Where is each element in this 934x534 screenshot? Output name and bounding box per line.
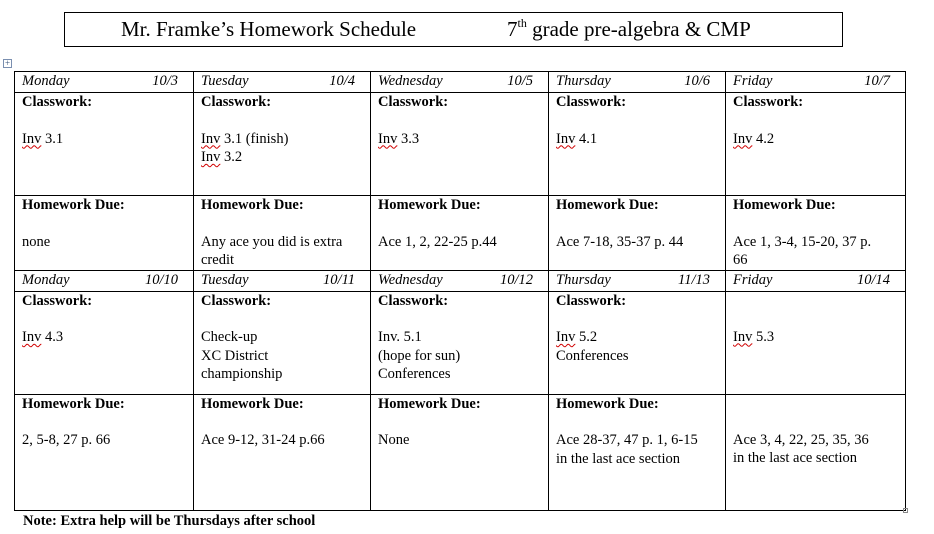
homework-label: Homework Due:	[201, 197, 304, 213]
week1-classwork-row	[15, 93, 906, 196]
classwork-cell	[371, 93, 549, 196]
homework-label: Homework Due:	[378, 395, 481, 412]
spellcheck-underline: Inv	[733, 328, 753, 345]
classwork-cell	[194, 291, 371, 394]
table-move-handle-icon[interactable]: +	[4, 58, 11, 68]
homework-cell	[15, 196, 194, 271]
day-name: Monday	[22, 271, 70, 288]
day-name: Thursday	[556, 73, 611, 89]
day-date: 10/4	[329, 73, 355, 89]
classwork-cell	[549, 291, 726, 394]
homework-label: Homework Due:	[22, 197, 125, 213]
classwork-cell	[15, 291, 194, 394]
classwork-cell	[15, 93, 194, 196]
homework-line: in the last ace section	[733, 450, 858, 466]
homework-label: Homework Due:	[22, 395, 125, 412]
extra-help-note: Note: Extra help will be Thursdays after school	[23, 513, 316, 529]
homework-schedule-table	[14, 71, 906, 511]
classwork-cell	[726, 291, 906, 394]
day-date: 10/6	[684, 73, 710, 89]
day-date: 10/7	[864, 73, 890, 89]
classwork-line: Inv 4.3	[22, 329, 64, 345]
spellcheck-underline: Inv	[201, 130, 221, 147]
homework-cell	[549, 196, 726, 271]
spellcheck-underline: Inv	[22, 329, 42, 345]
grade-course-title	[507, 13, 751, 46]
day-name: Wednesday	[378, 271, 443, 288]
grade-ordinal: th	[517, 16, 527, 30]
day-date: 10/5	[507, 73, 533, 89]
classwork-line: Inv 5.3	[733, 328, 775, 345]
day-header	[15, 72, 194, 93]
day-date: 11/13	[678, 271, 710, 288]
week2-classwork-row	[15, 291, 906, 394]
homework-line: Ace 28-37, 47 p. 1, 6-15	[556, 432, 698, 448]
classwork-cell	[371, 291, 549, 394]
classwork-line: championship	[201, 366, 283, 382]
day-date: 10/3	[152, 73, 178, 89]
classwork-line: Inv 3.3	[378, 130, 420, 147]
day-header	[194, 72, 371, 93]
homework-line: Ace 3, 4, 22, 25, 35, 36	[733, 431, 869, 448]
day-header	[371, 270, 549, 291]
spellcheck-underline: Inv	[733, 130, 753, 147]
classwork-label: Classwork:	[201, 292, 272, 309]
day-name: Wednesday	[378, 73, 443, 89]
homework-line: Ace 9-12, 31-24 p.66	[201, 432, 325, 448]
day-header	[549, 270, 726, 291]
classwork-line: (hope for sun)	[378, 347, 461, 364]
day-header	[15, 270, 194, 291]
homework-label: Homework Due:	[378, 197, 481, 213]
homework-cell	[194, 196, 371, 271]
homework-label: Homework Due:	[733, 197, 836, 213]
classwork-label: Classwork:	[556, 94, 627, 110]
homework-line: Ace 1, 3-4, 15-20, 37 p.	[733, 233, 872, 250]
week1-day-row	[15, 72, 906, 93]
homework-label: Homework Due:	[201, 395, 304, 412]
homework-label: Homework Due:	[556, 197, 659, 213]
classwork-line: Check-up	[201, 329, 258, 345]
classwork-line: Inv 3.1 (finish)	[201, 130, 289, 147]
spellcheck-underline: Inv	[22, 130, 42, 147]
homework-label: Homework Due:	[556, 395, 659, 412]
day-name: Friday	[733, 73, 773, 89]
homework-cell	[15, 394, 194, 510]
classwork-label: Classwork:	[22, 292, 93, 309]
classwork-label: Classwork:	[378, 292, 449, 309]
homework-line: in the last ace section	[556, 450, 681, 467]
homework-line: 2, 5-8, 27 p. 66	[22, 432, 111, 448]
day-header	[726, 270, 906, 291]
schedule-title: Mr. Framke’s Homework Schedule	[121, 17, 417, 41]
classwork-line: Inv. 5.1	[378, 329, 422, 345]
homework-line: credit	[201, 252, 235, 268]
week2-day-row	[15, 270, 906, 291]
day-header	[549, 72, 726, 93]
day-name: Monday	[22, 73, 70, 89]
table-resize-handle-icon[interactable]	[903, 508, 908, 513]
day-name: Friday	[733, 271, 773, 288]
classwork-label: Classwork:	[733, 94, 804, 110]
classwork-line: Inv 5.2	[556, 329, 598, 345]
classwork-label: Classwork:	[201, 94, 272, 110]
homework-line: Ace 7-18, 35-37 p. 44	[556, 233, 684, 250]
homework-line: Any ace you did is extra	[201, 233, 343, 250]
classwork-line: Inv 4.1	[556, 130, 598, 147]
classwork-label: Classwork:	[556, 292, 627, 309]
day-name: Tuesday	[201, 271, 249, 288]
spellcheck-underline: Inv	[201, 149, 221, 165]
homework-cell	[726, 394, 906, 510]
classwork-line: Conferences	[556, 347, 629, 364]
homework-cell	[726, 196, 906, 271]
schedule-title-box	[64, 12, 843, 47]
day-name: Thursday	[556, 271, 611, 288]
day-header	[371, 72, 549, 93]
week2-homework-row	[15, 394, 906, 510]
classwork-cell	[194, 93, 371, 196]
classwork-label: Classwork:	[22, 94, 93, 110]
day-date: 10/12	[499, 271, 533, 288]
day-header	[194, 270, 371, 291]
homework-cell	[549, 394, 726, 510]
classwork-line: Conferences	[378, 366, 451, 382]
classwork-line: Inv 4.2	[733, 130, 775, 147]
homework-line: None	[378, 432, 410, 448]
homework-cell	[371, 394, 549, 510]
homework-cell	[194, 394, 371, 510]
classwork-line: XC District	[201, 347, 269, 364]
day-name: Tuesday	[201, 73, 249, 89]
classwork-label: Classwork:	[378, 94, 449, 110]
day-date: 10/10	[144, 271, 178, 288]
homework-line: none	[22, 233, 51, 250]
day-date: 10/11	[323, 271, 355, 288]
classwork-line: Inv 3.1	[22, 130, 64, 147]
homework-line: Ace 1, 2, 22-25 p.44	[378, 233, 497, 250]
week1-homework-row	[15, 196, 906, 271]
spellcheck-underline: Inv	[556, 329, 576, 345]
homework-line: 66	[733, 252, 748, 268]
classwork-cell	[549, 93, 726, 196]
classwork-line: Inv 3.2	[201, 149, 243, 165]
day-header	[726, 72, 906, 93]
day-date: 10/14	[856, 271, 890, 288]
homework-cell	[371, 196, 549, 271]
spellcheck-underline: Inv	[378, 130, 398, 147]
grade-number: 7	[507, 17, 518, 41]
classwork-cell	[726, 93, 906, 196]
spellcheck-underline: Inv	[556, 130, 576, 147]
course-name: grade pre-algebra & CMP	[532, 17, 751, 41]
